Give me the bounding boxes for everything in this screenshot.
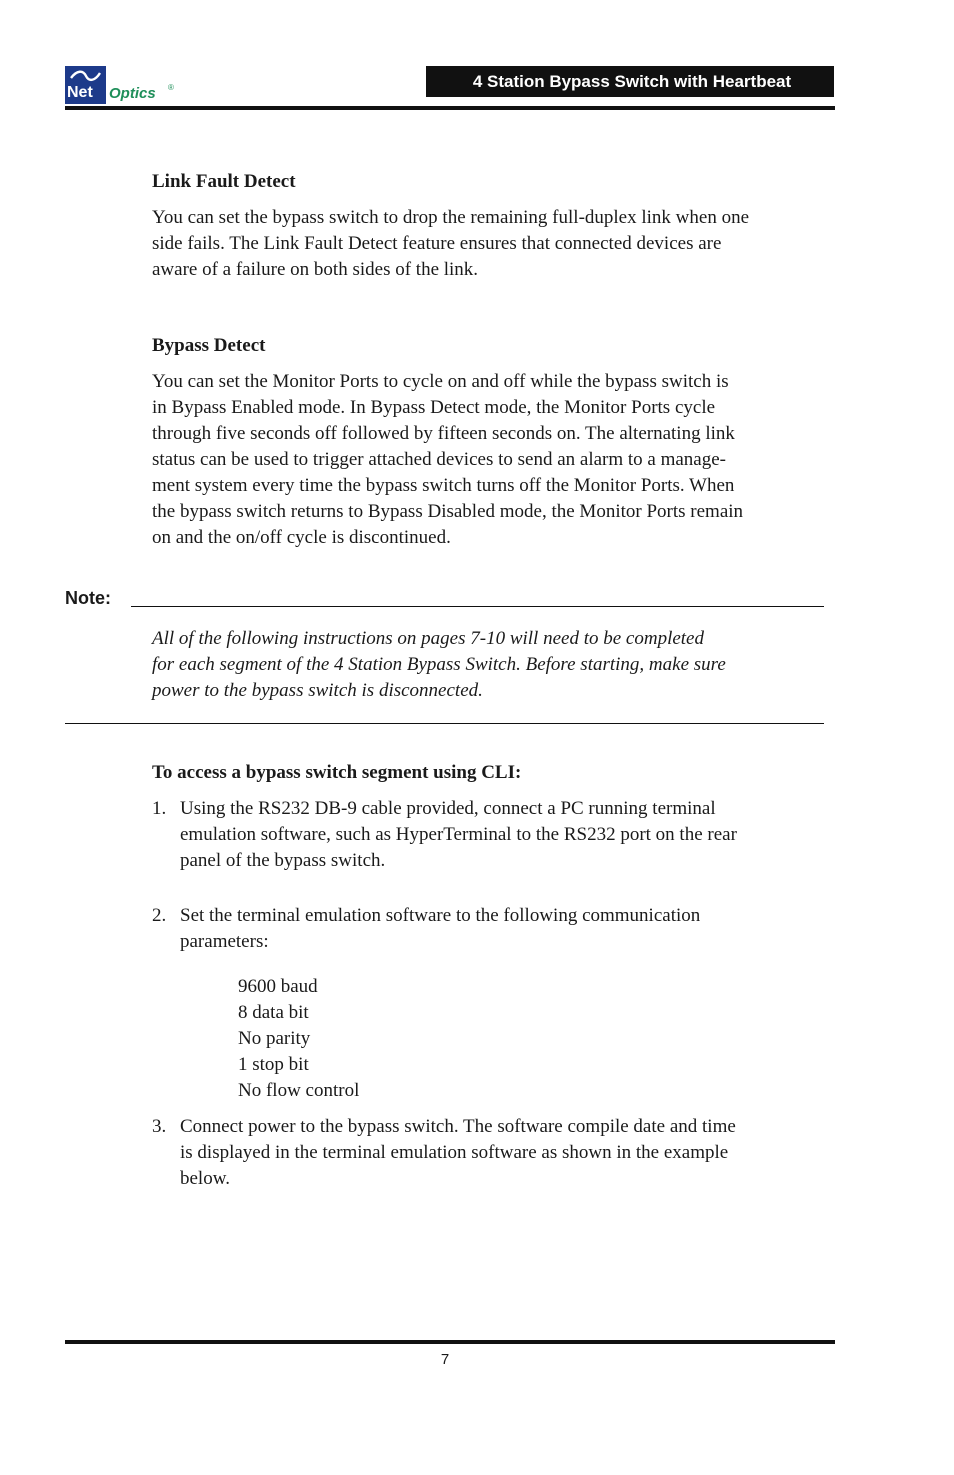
section-heading-link-fault-detect: Link Fault Detect (152, 171, 296, 192)
step-text (180, 903, 700, 955)
note-top-rule (131, 606, 824, 607)
text-line: is displayed in the terminal emulation software as shown in the example (180, 1142, 729, 1163)
note-text (152, 626, 726, 704)
text-line: status can be used to trigger attached devices to send an alarm to a manage- (152, 449, 726, 470)
section-heading-bypass-detect: Bypass Detect (152, 335, 266, 356)
parameter-item: No parity (238, 1028, 311, 1049)
text-line: parameters: (180, 931, 269, 952)
parameter-list (238, 974, 359, 1104)
step-number: 1. (152, 798, 167, 819)
text-line: emulation software, such as HyperTerminal to the RS232 port on the rear (180, 824, 737, 845)
header-title-bar: 4 Station Bypass Switch with Heartbeat (426, 66, 834, 97)
text-line: below. (180, 1168, 230, 1189)
step-text (180, 1114, 736, 1192)
procedure-heading: To access a bypass switch segment using CLI: (152, 762, 522, 783)
text-line: panel of the bypass switch. (180, 850, 386, 871)
text-line: Set the terminal emulation software to the following communication (180, 905, 701, 926)
text-line: ment system every time the bypass switch turns off the Monitor Ports. When (152, 475, 735, 496)
section-body-bypass-detect (152, 369, 842, 551)
text-line: in Bypass Enabled mode. In Bypass Detect mode, the Monitor Ports cycle (152, 397, 716, 418)
note-line: All of the following instructions on pages 7-10 will need to be completed (152, 628, 704, 649)
text-line: on and the on/off cycle is discontinued. (152, 527, 451, 548)
footer-rule (65, 1340, 835, 1344)
section-body-link-fault-detect (152, 205, 842, 283)
page-number: 7 (440, 1351, 450, 1368)
wave-icon (69, 69, 102, 83)
note-line: power to the bypass switch is disconnected. (152, 680, 483, 701)
text-line: aware of a failure on both sides of the link. (152, 259, 479, 280)
text-line: side fails. The Link Fault Detect feature ensures that connected devices are (152, 233, 722, 254)
note-label: Note: (65, 588, 111, 608)
text-line: the bypass switch returns to Bypass Disabled mode, the Monitor Ports remain (152, 501, 744, 522)
note-bottom-rule (65, 723, 824, 724)
text-line: Using the RS232 DB-9 cable provided, connect a PC running terminal (180, 798, 716, 819)
parameter-item: No flow control (238, 1080, 360, 1101)
logo-word-optics: Optics (109, 85, 156, 102)
text-line: Connect power to the bypass switch. The software compile date and time (180, 1116, 736, 1137)
netoptics-logo (65, 66, 185, 106)
note-line: for each segment of the 4 Station Bypass Switch. Before starting, make sure (152, 654, 726, 675)
text-line: You can set the Monitor Ports to cycle on and off while the bypass switch is (152, 371, 729, 392)
logo-word-net: Net (67, 84, 93, 101)
text-line: You can set the bypass switch to drop the remaining full-duplex link when one (152, 207, 749, 228)
logo-mark (65, 66, 106, 104)
parameter-item: 1 stop bit (238, 1054, 309, 1075)
logo-registered-mark: ® (168, 83, 174, 92)
parameter-item: 9600 baud (238, 976, 318, 997)
step-text (180, 796, 737, 874)
step-number: 2. (152, 905, 167, 926)
text-line: through five seconds off followed by fifteen seconds on. The alternating link (152, 423, 735, 444)
header-rule (65, 106, 835, 110)
parameter-item: 8 data bit (238, 1002, 309, 1023)
step-number: 3. (152, 1116, 167, 1137)
